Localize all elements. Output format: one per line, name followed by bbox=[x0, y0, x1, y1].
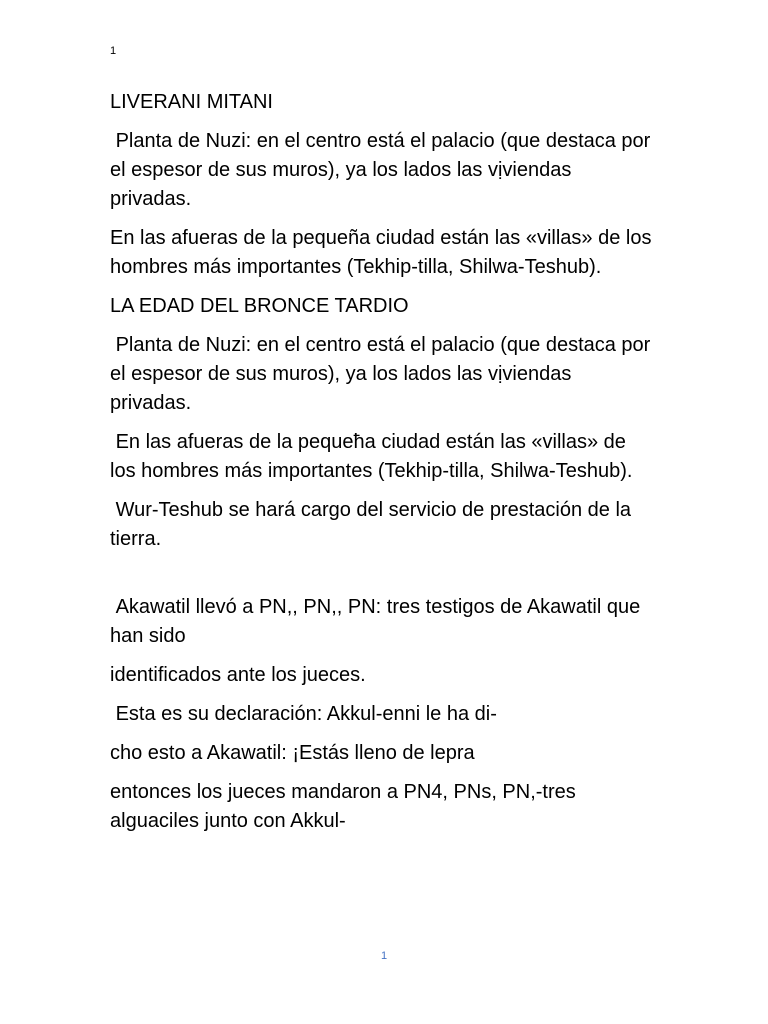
paragraph-8: Esta es su declaración: Akkul-enni le ha di- bbox=[110, 703, 497, 725]
header-page-number: 1 bbox=[110, 45, 117, 57]
paragraph-5: Wur-Teshub se hará cargo del servicio de prestación de la tierra. bbox=[110, 499, 637, 550]
paragraph-2: En las afueras de la pequeña ciudad están las «villas» de los hombres más importantes (Tekhip-tilla, Shilwa-Teshub). bbox=[110, 227, 658, 278]
section-heading: LA EDAD DEL BRONCE TARDIO bbox=[110, 295, 409, 317]
paragraph-10: entonces los jueces mandaron a PN4, PNs, PN,-tres alguaciles junto con Akkul- bbox=[110, 781, 582, 832]
blank-line bbox=[110, 564, 655, 593]
document-title: LIVERANI MITANI bbox=[110, 91, 273, 113]
paragraph-1: Planta de Nuzi: en el centro está el palacio (que destaca por el espesor de sus muros), ya los lados las vịviendas privadas. bbox=[110, 130, 656, 210]
footer-page-number: 1 bbox=[380, 950, 388, 962]
paragraph-7: identificados ante los jueces. bbox=[110, 664, 366, 686]
paragraph-3: Planta de Nuzi: en el centro está el palacio (que destaca por el espesor de sus muros), ya los lados las vịviendas privadas. bbox=[110, 334, 656, 414]
paragraph-9: cho esto a Akawatil: ¡Estás lleno de lepra bbox=[110, 742, 475, 764]
document-body bbox=[110, 88, 658, 846]
paragraph-6: Akawatil llevó a PN,, PN,, PN: tres testigos de Akawatil que han sido bbox=[110, 596, 646, 647]
paragraph-4: En las afueras de la pequeħa ciudad están las «villas» de los hombres más importantes (Tekhip-tilla, Shilwa-Teshub). bbox=[110, 431, 633, 482]
